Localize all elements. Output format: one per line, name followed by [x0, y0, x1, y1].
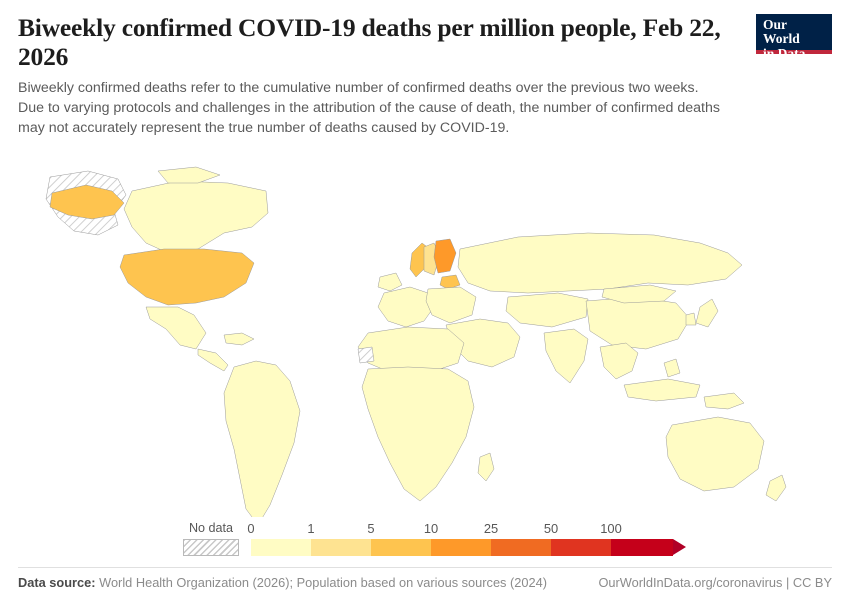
legend-no-data[interactable]: [183, 521, 239, 556]
logo-line-1: Our World: [763, 17, 800, 47]
country-estonia: [440, 275, 460, 289]
country-japan: [696, 299, 718, 327]
footer-source-text: World Health Organization (2026); Population based on various sources (2024): [99, 575, 548, 590]
country-philippines: [664, 359, 680, 377]
country-sub-saharan-africa: [362, 367, 474, 501]
country-north-africa: [358, 327, 464, 373]
world-map[interactable]: [18, 145, 832, 517]
footer-separator: |: [786, 575, 793, 590]
country-central-europe: [426, 287, 476, 323]
legend-tick-4: 25: [483, 520, 499, 536]
country-western-sahara: [358, 347, 374, 363]
legend-no-data-swatch: [183, 539, 239, 556]
country-finland: [434, 239, 456, 273]
country-korea: [686, 313, 696, 325]
country-central-asia: [506, 293, 588, 327]
country-china: [586, 297, 690, 349]
country-mexico: [146, 307, 206, 349]
legend-swatch-3: [431, 539, 491, 556]
legend-swatch-1: [311, 539, 371, 556]
legend-tick-2: 5: [367, 520, 375, 536]
legend-swatch-4: [491, 539, 551, 556]
legend-color-bar: [251, 539, 686, 556]
legend-tick-5: 50: [543, 520, 559, 536]
chart-header: [18, 14, 832, 139]
country-united-states: [120, 249, 254, 305]
legend: [18, 521, 832, 573]
footer-license[interactable]: CC BY: [792, 575, 832, 590]
country-south-america: [224, 361, 300, 517]
legend-tick-6: 100: [600, 520, 622, 536]
legend-no-data-label: No data: [188, 520, 234, 535]
country-uk: [378, 273, 402, 291]
country-india: [544, 329, 588, 383]
footer-source: [18, 575, 547, 590]
page-title: Biweekly confirmed COVID-19 deaths per million people, Feb 22, 2026: [18, 13, 721, 71]
legend-swatch-6: [611, 539, 673, 556]
country-australia: [666, 417, 764, 491]
country-southeast-asia: [600, 343, 638, 379]
legend-swatch-5: [551, 539, 611, 556]
legend-scale[interactable]: [247, 520, 686, 556]
footer-url[interactable]: OurWorldInData.org/coronavirus: [598, 575, 783, 590]
chart-subtitle: Biweekly confirmed deaths refer to the cumulative number of confirmed deaths over the previous two weeks. Due to varying protocols and challenges in the attribution of the cause of death, the number of confirmed deaths may not accurately represent the true number of deaths caused by COVID-19.: [18, 80, 720, 137]
legend-tick-1: 1: [307, 520, 315, 536]
country-papua-new-guinea: [704, 393, 744, 409]
country-indonesia: [624, 379, 700, 401]
legend-swatch-2: [371, 539, 431, 556]
footer-attribution[interactable]: [598, 575, 832, 590]
legend-swatch-0: [251, 539, 311, 556]
country-caribbean: [224, 333, 254, 345]
country-canada-islands: [158, 167, 220, 183]
country-canada: [124, 181, 268, 253]
legend-arrow-icon: [673, 539, 686, 555]
country-russia: [458, 233, 742, 293]
legend-tick-labels: [247, 520, 686, 539]
country-central-america: [198, 349, 228, 371]
country-new-zealand: [766, 475, 786, 501]
logo-line-2: in Data: [763, 45, 806, 61]
legend-tick-3: 10: [423, 520, 439, 536]
country-western-europe: [378, 287, 434, 327]
legend-tick-0: 0: [247, 520, 255, 536]
owid-logo[interactable]: [756, 14, 832, 61]
country-madagascar: [478, 453, 494, 481]
footer-source-label: Data source:: [18, 575, 96, 590]
chart-footer: [18, 567, 832, 590]
